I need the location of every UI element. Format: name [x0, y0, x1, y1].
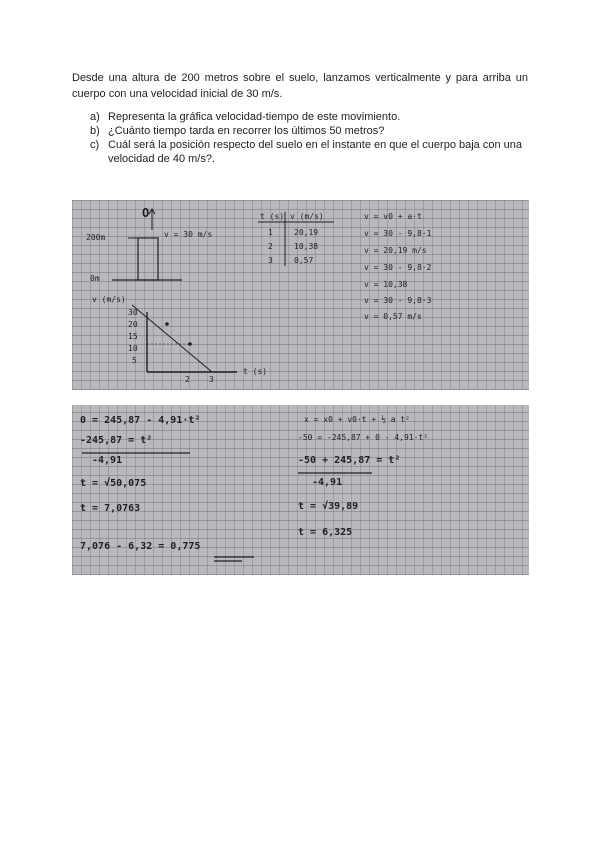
- graph-y-tick: 20: [128, 320, 138, 329]
- origin-label: O: [142, 206, 150, 220]
- tower-sketch: [138, 238, 158, 280]
- calc-line: v = 20,19 m/s: [364, 246, 427, 255]
- table-cell: 1: [268, 228, 273, 237]
- calc-line: v = 10,38: [364, 280, 408, 289]
- table-cell: 0,57: [294, 256, 314, 265]
- graph-point-1: [165, 322, 169, 326]
- question-b-label: b): [90, 125, 100, 137]
- graph-y-tick: 10: [128, 344, 138, 353]
- calc-line: v = v0 + a·t: [364, 212, 422, 221]
- table-cell: 3: [268, 256, 273, 265]
- calc-left-line: t = 7,0763: [80, 503, 141, 514]
- vt-axis-label: v (m/s): [92, 295, 126, 304]
- calc-left-line: -4,91: [92, 455, 123, 466]
- table-cell: 20,19: [294, 228, 319, 237]
- calc-left-line: t = √50,075: [80, 478, 147, 489]
- calc-right-line: -50 + 245,87 = t²: [298, 455, 401, 466]
- question-c: [90, 138, 530, 166]
- graph-y-tick: 30: [128, 308, 138, 317]
- calc-line: v = 30 - 9,8·2: [364, 263, 432, 272]
- question-a-text: Representa la gráfica velocidad-tiempo de este movimiento.: [108, 111, 401, 123]
- calc-right-line: x = x0 + v0·t + ½ a t²: [304, 415, 410, 424]
- graph-y-tick: 5: [132, 356, 137, 365]
- handwritten-photo-calculations: [72, 405, 529, 575]
- velocity-line: [132, 305, 212, 372]
- question-list: [90, 110, 530, 166]
- calc-left-line: 7,076 - 6,32 = 0,775: [80, 541, 201, 552]
- table-header-t: t (s): [260, 212, 285, 221]
- question-b: [90, 124, 530, 138]
- question-b-text: ¿Cuánto tiempo tarda en recorrer los últimos 50 metros?: [108, 125, 385, 137]
- question-c-label: c): [90, 139, 100, 151]
- calc-right-line: t = √39,89: [298, 501, 359, 512]
- ground-label: 0m: [90, 274, 100, 283]
- t-axis-label: t (s): [243, 367, 268, 376]
- graph-x-tick: 2: [185, 375, 190, 384]
- table-cell: 10,38: [294, 242, 319, 251]
- question-a: [90, 110, 530, 124]
- handwritten-photo-graph: [72, 200, 529, 390]
- question-a-label: a): [90, 111, 100, 123]
- calc-right-line: -50 = -245,87 + 0 - 4,91·t²: [298, 433, 429, 442]
- table-cell: 2: [268, 242, 273, 251]
- initial-velocity-label: v = 30 m/s: [164, 230, 213, 239]
- problem-intro: Desde una altura de 200 metros sobre el suelo, lanzamos verticalmente y para arriba un cuerpo con una velocidad inicial de 30 m/s.: [72, 72, 528, 100]
- calc-right-line: -4,91: [312, 477, 343, 488]
- table-header-v: v (m/s): [290, 212, 324, 221]
- calc-left-line: 0 = 245,87 - 4,91·t²: [80, 415, 201, 426]
- calc-right-line: t = 6,325: [298, 527, 353, 538]
- calc-line: v = 0,57 m/s: [364, 312, 422, 321]
- graph-y-tick: 15: [128, 332, 138, 341]
- graph-x-tick: 3: [209, 375, 214, 384]
- calc-left-line: -245,87 = t²: [80, 435, 153, 446]
- question-c-text: Cuál será la posición respecto del suelo en el instante en que el cuerpo baja con una velocidad de 40 m/s?.: [108, 139, 522, 165]
- height-label: 200m: [86, 233, 106, 242]
- calc-line: v = 30 - 9,8·3: [364, 296, 432, 305]
- calc-line: v = 30 - 9,8·1: [364, 229, 432, 238]
